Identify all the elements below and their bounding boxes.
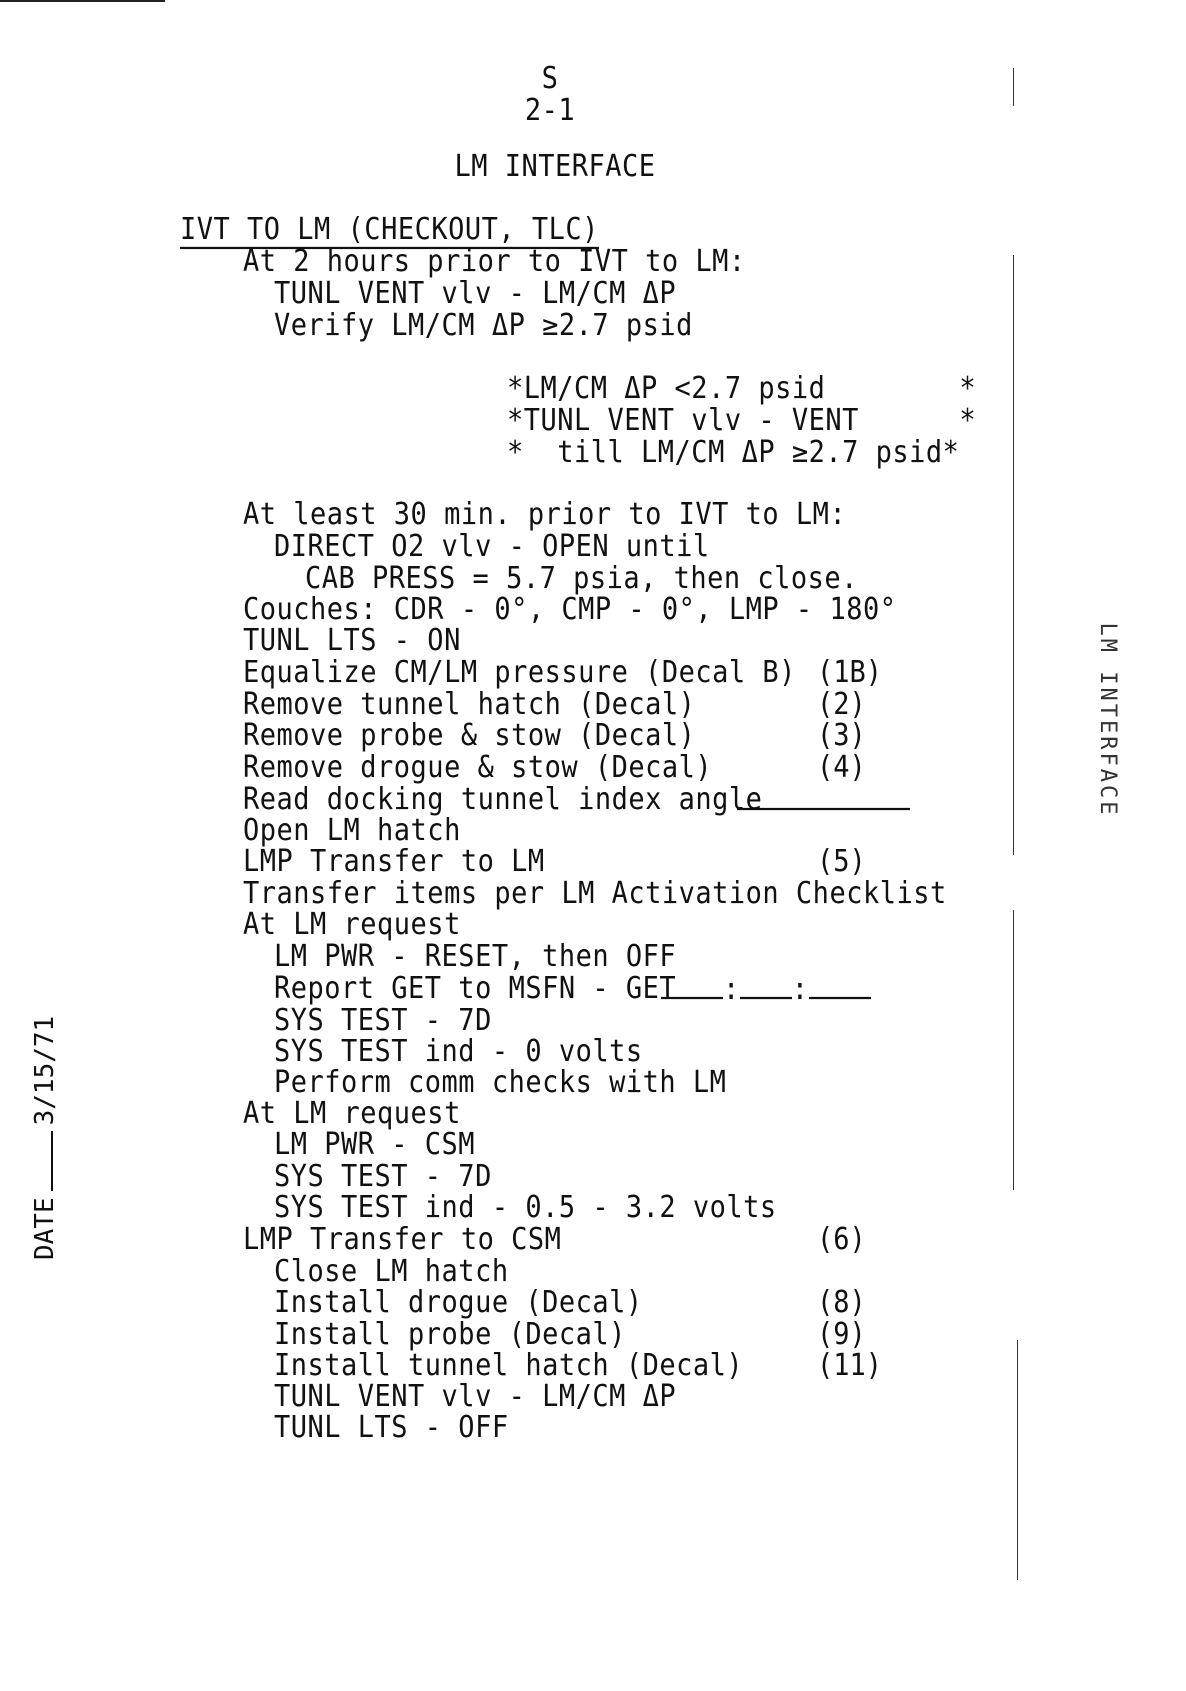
caution-line: *TUNL VENT vlv - VENT * [507, 403, 977, 438]
side-tab-label: LM INTERFACE [1095, 622, 1120, 818]
get-hours-blank [661, 970, 723, 999]
decal-ref: (4) [817, 750, 866, 785]
decal-ref: (8) [817, 1285, 866, 1320]
decal-ref: (11) [817, 1348, 883, 1383]
decal-ref: (3) [817, 718, 866, 753]
procedure-line: Report GET to MSFN - GET [274, 971, 677, 1006]
procedure-line: Read docking tunnel index angle [243, 782, 763, 817]
decal-ref: (5) [817, 844, 866, 879]
procedure-line: TUNL VENT vlv - LM/CM ΔP [274, 1379, 677, 1414]
page-number: 2-1 [524, 93, 576, 128]
procedure-line: SYS TEST - 7D [274, 1159, 492, 1194]
page-edge-line [1013, 910, 1014, 1190]
procedure-line: At 2 hours prior to IVT to LM: [243, 244, 746, 279]
procedure-line: LM PWR - RESET, then OFF [274, 939, 677, 974]
procedure-line: Transfer items per LM Activation Checklist [243, 876, 947, 911]
index-angle-entry [737, 781, 910, 820]
index-angle-blank [737, 781, 910, 810]
page-edge-line [1013, 68, 1014, 106]
date-line [31, 1131, 53, 1191]
procedure-line: LM PWR - CSM [274, 1127, 476, 1162]
procedure-line: Remove drogue & stow (Decal) [243, 750, 713, 785]
procedure-line: Perform comm checks with LM [274, 1065, 727, 1100]
decal-ref: (6) [817, 1222, 866, 1257]
get-entry: : : [661, 970, 871, 1009]
section-letter: S [541, 61, 559, 96]
procedure-line: SYS TEST ind - 0.5 - 3.2 volts [274, 1190, 777, 1225]
procedure-line: LMP Transfer to LM [243, 844, 545, 879]
procedure-line: DIRECT O2 vlv - OPEN until [274, 529, 710, 564]
procedure-line: Open LM hatch [243, 813, 461, 848]
procedure-line: At LM request [243, 1096, 461, 1131]
caution-line: * till LM/CM ΔP ≥2.7 psid* [507, 435, 960, 470]
decal-ref: (1B) [817, 655, 883, 690]
procedure-line: SYS TEST ind - 0 volts [274, 1034, 643, 1069]
procedure-line: Equalize CM/LM pressure (Decal B) [243, 655, 796, 690]
decal-ref: (9) [817, 1317, 866, 1352]
procedure-line: TUNL LTS - ON [243, 623, 461, 658]
procedure-line: At LM request [243, 907, 461, 942]
get-minutes-blank [740, 970, 792, 999]
date-label: DATE [30, 1197, 60, 1260]
procedure-line: Remove tunnel hatch (Decal) [243, 687, 696, 722]
section-heading-text: IVT TO LM (CHECKOUT, TLC) [180, 212, 599, 249]
procedure-line: TUNL VENT vlv - LM/CM ΔP [274, 276, 677, 311]
get-seconds-blank [809, 970, 871, 999]
procedure-line: SYS TEST - 7D [274, 1003, 492, 1038]
procedure-line: CAB PRESS = 5.7 psia, then close. [305, 561, 858, 596]
page-edge-line [1013, 255, 1014, 855]
procedure-line: At least 30 min. prior to IVT to LM: [243, 497, 847, 532]
procedure-line: TUNL LTS - OFF [274, 1410, 509, 1445]
date-value: 3/15/71 [30, 1015, 60, 1126]
procedure-line: Install tunnel hatch (Decal) [274, 1348, 744, 1383]
procedure-line: Close LM hatch [274, 1254, 509, 1289]
caution-line: *LM/CM ΔP <2.7 psid * [507, 371, 977, 406]
procedure-line: Remove probe & stow (Decal) [243, 718, 696, 753]
procedure-line: LMP Transfer to CSM [243, 1222, 562, 1257]
page-edge-line [1017, 1340, 1018, 1580]
page-title: LM INTERFACE [454, 149, 656, 184]
top-rule [0, 0, 165, 2]
procedure-line: Couches: CDR - 0°, CMP - 0°, LMP - 180° [243, 592, 897, 627]
procedure-line: Verify LM/CM ΔP ≥2.7 psid [274, 308, 693, 343]
date-block [30, 920, 70, 1260]
procedure-line: Install probe (Decal) [274, 1317, 626, 1352]
decal-ref: (2) [817, 687, 866, 722]
procedure-line: Install drogue (Decal) [274, 1285, 643, 1320]
